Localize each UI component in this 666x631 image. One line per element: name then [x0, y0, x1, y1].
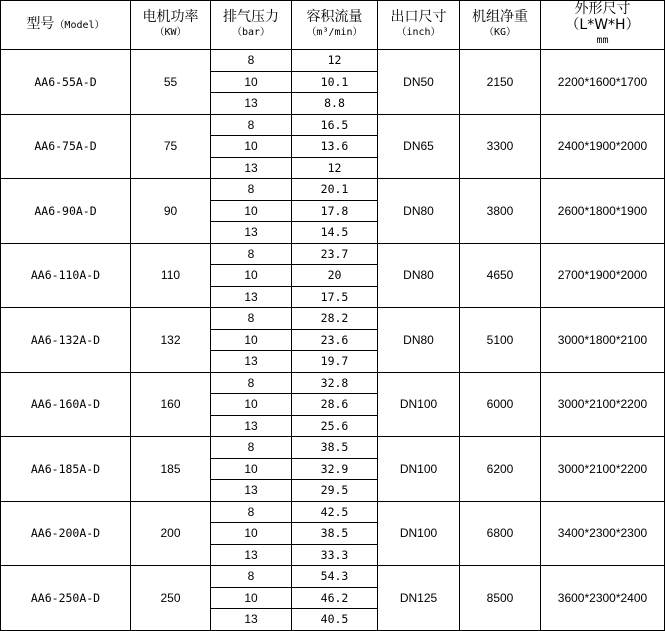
header-power — [131, 1, 211, 50]
pressure-cell: 10 — [211, 458, 292, 480]
table-row — [1, 308, 665, 330]
header-power-label: 电机功率 — [142, 9, 199, 25]
flow-cell: 8.8 — [292, 93, 378, 115]
header-dims — [541, 1, 665, 50]
flow-cell: 32.9 — [292, 458, 378, 480]
flow-cell: 13.6 — [292, 136, 378, 158]
flow-cell: 28.2 — [292, 308, 378, 330]
power-cell: 55 — [131, 50, 211, 115]
flow-cell: 12 — [292, 157, 378, 179]
dims-cell: 2400*1900*2000 — [541, 114, 665, 179]
pressure-cell: 13 — [211, 415, 292, 437]
table-row — [1, 501, 665, 523]
model-cell: AA6-185A-D — [1, 437, 131, 502]
power-cell: 132 — [131, 308, 211, 373]
pressure-cell: 8 — [211, 114, 292, 136]
outlet-cell: DN125 — [378, 566, 460, 631]
flow-cell: 19.7 — [292, 351, 378, 373]
weight-cell: 6800 — [460, 501, 541, 566]
outlet-cell: DN80 — [378, 243, 460, 308]
flow-cell: 28.6 — [292, 394, 378, 416]
dims-cell: 2200*1600*1700 — [541, 50, 665, 115]
pressure-cell: 13 — [211, 93, 292, 115]
header-pressure-unit: （bar） — [231, 27, 271, 38]
power-cell: 160 — [131, 372, 211, 437]
weight-cell: 3300 — [460, 114, 541, 179]
pressure-cell: 8 — [211, 372, 292, 394]
power-cell: 250 — [131, 566, 211, 631]
outlet-cell: DN100 — [378, 501, 460, 566]
header-flow-label: 容积流量 — [306, 9, 363, 25]
table-body — [1, 50, 665, 631]
header-pressure — [211, 1, 292, 50]
pressure-cell: 8 — [211, 437, 292, 459]
flow-cell: 17.5 — [292, 286, 378, 308]
pressure-cell: 8 — [211, 179, 292, 201]
model-cell: AA6-250A-D — [1, 566, 131, 631]
outlet-cell: DN80 — [378, 179, 460, 244]
table-row — [1, 437, 665, 459]
model-cell: AA6-90A-D — [1, 179, 131, 244]
dims-cell: 3600*2300*2400 — [541, 566, 665, 631]
table-row — [1, 566, 665, 588]
pressure-cell: 13 — [211, 480, 292, 502]
pressure-cell: 10 — [211, 265, 292, 287]
header-row — [1, 1, 665, 50]
pressure-cell: 8 — [211, 566, 292, 588]
outlet-cell: DN50 — [378, 50, 460, 115]
pressure-cell: 8 — [211, 501, 292, 523]
flow-cell: 38.5 — [292, 523, 378, 545]
flow-cell: 33.3 — [292, 544, 378, 566]
flow-cell: 29.5 — [292, 480, 378, 502]
pressure-cell: 10 — [211, 200, 292, 222]
flow-cell: 46.2 — [292, 587, 378, 609]
power-cell: 110 — [131, 243, 211, 308]
flow-cell: 10.1 — [292, 71, 378, 93]
header-flow — [292, 1, 378, 50]
header-weight-unit: （KG） — [483, 27, 517, 38]
flow-cell: 54.3 — [292, 566, 378, 588]
outlet-cell: DN100 — [378, 437, 460, 502]
outlet-cell: DN80 — [378, 308, 460, 373]
power-cell: 200 — [131, 501, 211, 566]
pressure-cell: 13 — [211, 351, 292, 373]
pressure-cell: 8 — [211, 243, 292, 265]
pressure-cell: 13 — [211, 157, 292, 179]
table-row — [1, 50, 665, 72]
pressure-cell: 13 — [211, 609, 292, 631]
flow-cell: 20 — [292, 265, 378, 287]
header-weight-label: 机组净重 — [472, 9, 528, 25]
weight-cell: 4650 — [460, 243, 541, 308]
header-dims-label: 外形尺寸（L*W*H） — [565, 1, 640, 33]
flow-cell: 25.6 — [292, 415, 378, 437]
header-flow-unit: （m³/min） — [306, 27, 363, 38]
flow-cell: 16.5 — [292, 114, 378, 136]
header-outlet — [378, 1, 460, 50]
table-row — [1, 114, 665, 136]
header-pressure-label: 排气压力 — [223, 9, 279, 25]
pressure-cell: 13 — [211, 286, 292, 308]
table-header — [1, 1, 665, 50]
flow-cell: 14.5 — [292, 222, 378, 244]
dims-cell: 3000*1800*2100 — [541, 308, 665, 373]
header-model-sub: （Model） — [54, 20, 105, 31]
dims-cell: 2600*1800*1900 — [541, 179, 665, 244]
model-cell: AA6-110A-D — [1, 243, 131, 308]
pressure-cell: 10 — [211, 71, 292, 93]
power-cell: 75 — [131, 114, 211, 179]
weight-cell: 6200 — [460, 437, 541, 502]
weight-cell: 6000 — [460, 372, 541, 437]
model-cell: AA6-160A-D — [1, 372, 131, 437]
table-row — [1, 243, 665, 265]
pressure-cell: 10 — [211, 587, 292, 609]
model-cell: AA6-132A-D — [1, 308, 131, 373]
weight-cell: 8500 — [460, 566, 541, 631]
header-outlet-unit: （inch） — [396, 27, 441, 38]
header-power-unit: （KW） — [154, 27, 187, 38]
pressure-cell: 8 — [211, 308, 292, 330]
flow-cell: 23.7 — [292, 243, 378, 265]
dims-cell: 2700*1900*2000 — [541, 243, 665, 308]
weight-cell: 3800 — [460, 179, 541, 244]
weight-cell: 2150 — [460, 50, 541, 115]
flow-cell: 42.5 — [292, 501, 378, 523]
model-cell: AA6-75A-D — [1, 114, 131, 179]
header-model — [1, 1, 131, 50]
dims-cell: 3400*2300*2300 — [541, 501, 665, 566]
model-cell: AA6-55A-D — [1, 50, 131, 115]
flow-cell: 23.6 — [292, 329, 378, 351]
header-weight — [460, 1, 541, 50]
header-dims-unit: mm — [596, 35, 609, 46]
table-row — [1, 372, 665, 394]
dims-cell: 3000*2100*2200 — [541, 437, 665, 502]
table-row — [1, 179, 665, 201]
flow-cell: 40.5 — [292, 609, 378, 631]
flow-cell: 17.8 — [292, 200, 378, 222]
model-cell: AA6-200A-D — [1, 501, 131, 566]
pressure-cell: 8 — [211, 50, 292, 72]
power-cell: 185 — [131, 437, 211, 502]
pressure-cell: 10 — [211, 329, 292, 351]
header-outlet-label: 出口尺寸 — [390, 9, 447, 25]
flow-cell: 12 — [292, 50, 378, 72]
dims-cell: 3000*2100*2200 — [541, 372, 665, 437]
outlet-cell: DN100 — [378, 372, 460, 437]
flow-cell: 20.1 — [292, 179, 378, 201]
pressure-cell: 10 — [211, 136, 292, 158]
pressure-cell: 10 — [211, 394, 292, 416]
pressure-cell: 13 — [211, 222, 292, 244]
weight-cell: 5100 — [460, 308, 541, 373]
header-model-label: 型号 — [26, 16, 55, 32]
pressure-cell: 10 — [211, 523, 292, 545]
power-cell: 90 — [131, 179, 211, 244]
outlet-cell: DN65 — [378, 114, 460, 179]
flow-cell: 32.8 — [292, 372, 378, 394]
pressure-cell: 13 — [211, 544, 292, 566]
flow-cell: 38.5 — [292, 437, 378, 459]
